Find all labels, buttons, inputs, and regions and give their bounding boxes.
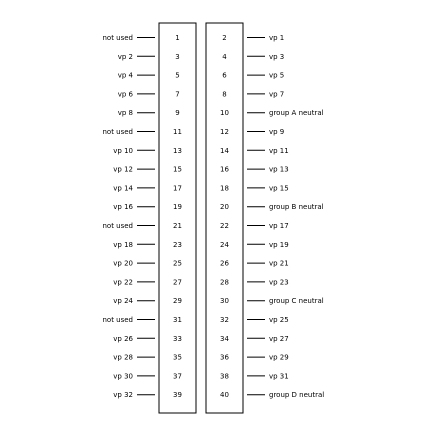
odd-pin-number: 17 xyxy=(173,184,182,193)
pin-row xyxy=(113,335,288,343)
even-pin-number: 30 xyxy=(220,297,229,306)
odd-pin-number: 33 xyxy=(173,334,182,343)
right-pin-label: vp 17 xyxy=(269,222,289,230)
pin-rows xyxy=(102,34,324,399)
pin-row xyxy=(113,297,323,305)
right-pin-label: vp 7 xyxy=(269,90,285,99)
right-pin-label: vp 13 xyxy=(269,165,289,174)
left-pin-label: vp 16 xyxy=(113,203,133,212)
even-pin-number: 10 xyxy=(220,109,229,118)
even-pin-number: 14 xyxy=(220,146,229,155)
even-pin-number: 34 xyxy=(220,334,229,343)
even-pin-number: 18 xyxy=(220,184,229,193)
odd-pin-number: 27 xyxy=(173,278,182,287)
odd-pin-number: 13 xyxy=(173,146,182,155)
right-pin-label: vp 31 xyxy=(269,372,289,381)
left-pin-label: vp 10 xyxy=(113,146,133,155)
odd-pin-number: 5 xyxy=(175,71,180,80)
even-pin-number: 20 xyxy=(220,203,229,212)
right-pin-label: vp 15 xyxy=(269,184,289,193)
odd-pin-number: 11 xyxy=(173,128,182,136)
left-pin-label: vp 32 xyxy=(113,391,133,400)
even-pin-number: 36 xyxy=(220,353,229,362)
pin-row xyxy=(118,72,285,80)
odd-pin-number: 1 xyxy=(175,34,180,42)
even-pin-number: 32 xyxy=(220,316,229,324)
pin-row xyxy=(113,354,288,362)
pin-row xyxy=(113,147,288,155)
odd-pin-number: 21 xyxy=(173,222,182,230)
even-pin-number: 24 xyxy=(220,240,229,249)
pin-row xyxy=(113,278,288,286)
right-pin-label: vp 1 xyxy=(269,34,285,42)
pin-row xyxy=(113,391,324,399)
right-pin-label: group A neutral xyxy=(269,109,324,118)
right-pin-label: vp 27 xyxy=(269,334,289,343)
right-pin-label: group C neutral xyxy=(269,297,324,306)
left-pin-label: not used xyxy=(102,34,133,42)
pin-row xyxy=(118,90,285,98)
even-pin-number: 8 xyxy=(222,90,227,99)
left-pin-label: vp 24 xyxy=(113,297,133,306)
right-pin-label: vp 19 xyxy=(269,240,289,249)
pin-row xyxy=(118,53,285,61)
even-pin-number: 16 xyxy=(220,165,229,174)
odd-pin-number: 37 xyxy=(173,372,182,381)
even-pin-number: 22 xyxy=(220,222,229,230)
odd-pin-number: 29 xyxy=(173,297,182,306)
right-pin-label: vp 25 xyxy=(269,316,289,324)
right-pin-label: vp 5 xyxy=(269,71,285,80)
left-pin-label: not used xyxy=(102,316,133,324)
left-pin-label: vp 20 xyxy=(113,259,133,268)
left-pin-label: vp 28 xyxy=(113,353,133,362)
left-pin-label: vp 26 xyxy=(113,334,133,343)
left-pin-label: vp 14 xyxy=(113,184,133,193)
odd-pin-number: 15 xyxy=(173,165,182,174)
left-pin-label: vp 8 xyxy=(117,109,133,118)
left-pin-label: vp 12 xyxy=(113,165,133,174)
right-pin-label: vp 9 xyxy=(269,128,285,136)
even-pin-number: 6 xyxy=(222,71,227,80)
pin-row xyxy=(113,203,323,211)
pin-row xyxy=(113,184,288,192)
odd-pin-number: 31 xyxy=(173,316,182,324)
right-pin-label: vp 11 xyxy=(269,146,289,155)
pin-row xyxy=(113,166,288,174)
even-pin-number: 2 xyxy=(222,34,227,42)
left-pin-label: vp 6 xyxy=(117,90,133,99)
odd-pin-number: 3 xyxy=(175,52,180,61)
left-pin-label: not used xyxy=(102,222,133,230)
odd-pin-number: 9 xyxy=(175,109,180,118)
right-pin-label: group B neutral xyxy=(269,203,324,212)
even-pin-number: 12 xyxy=(220,128,229,136)
odd-pin-number: 23 xyxy=(173,240,182,249)
pin-row xyxy=(113,260,288,268)
even-pin-number: 4 xyxy=(222,52,227,61)
even-pin-number: 26 xyxy=(220,259,229,268)
right-pin-label: vp 29 xyxy=(269,353,289,362)
right-pin-label: vp 21 xyxy=(269,259,289,268)
pin-row xyxy=(118,109,324,117)
odd-pin-number: 7 xyxy=(175,90,180,99)
odd-pin-number: 39 xyxy=(173,391,182,400)
odd-pin-number: 19 xyxy=(173,203,182,212)
odd-pin-number: 25 xyxy=(173,259,182,268)
right-pin-label: vp 3 xyxy=(269,52,285,61)
pin-row xyxy=(102,128,284,136)
left-pin-label: not used xyxy=(102,128,133,136)
even-pin-number: 38 xyxy=(220,372,229,381)
right-pin-label: vp 23 xyxy=(269,278,289,287)
pin-row xyxy=(102,34,284,42)
pin-row xyxy=(113,372,288,380)
odd-pin-number: 35 xyxy=(173,353,182,362)
even-pin-number: 28 xyxy=(220,278,229,287)
even-pin-number: 40 xyxy=(220,391,229,400)
pin-row xyxy=(113,241,288,249)
right-pin-label: group D neutral xyxy=(269,391,325,400)
left-pin-label: vp 22 xyxy=(113,278,133,287)
left-pin-label: vp 4 xyxy=(117,71,133,80)
left-pin-label: vp 18 xyxy=(113,240,133,249)
left-pin-label: vp 2 xyxy=(117,52,133,61)
left-pin-label: vp 30 xyxy=(113,372,133,381)
